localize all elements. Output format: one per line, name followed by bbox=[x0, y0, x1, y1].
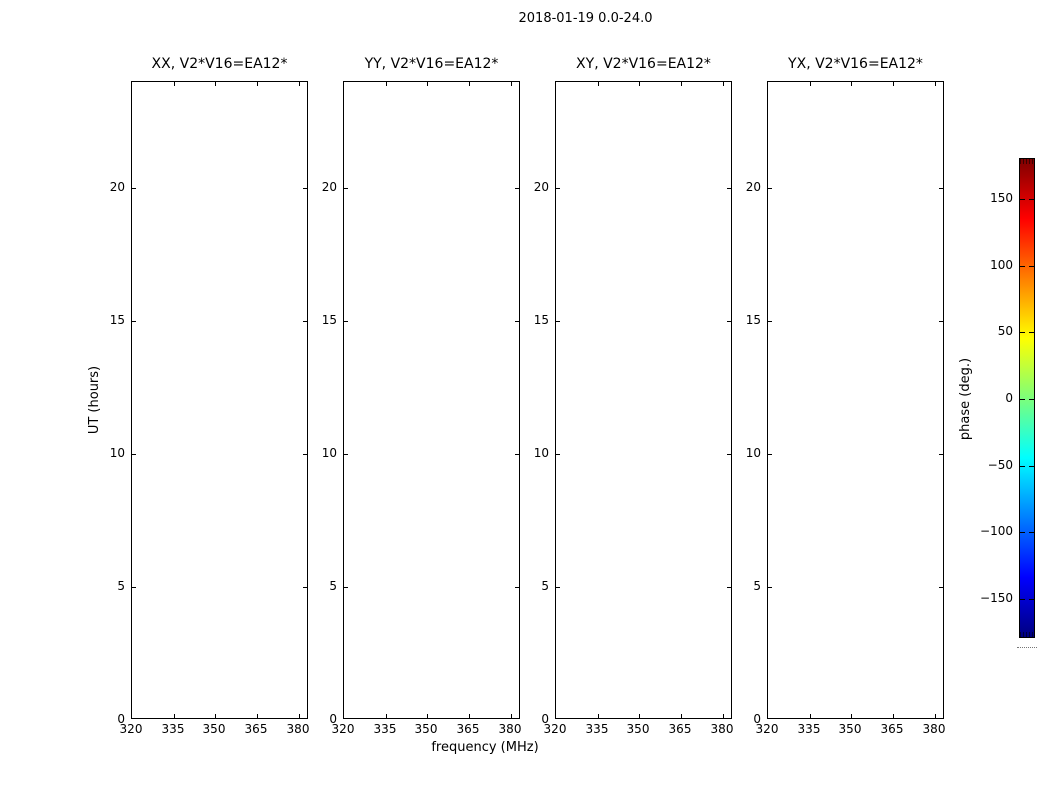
y-tick-label: 0 bbox=[329, 712, 337, 726]
colorbar-tick-label: −100 bbox=[980, 524, 1013, 538]
x-tick-mark bbox=[511, 714, 512, 718]
x-tick-mark bbox=[215, 714, 216, 718]
colorbar-tick-label: 0 bbox=[1005, 391, 1013, 405]
x-tick-label: 335 bbox=[585, 722, 609, 736]
x-tick-mark bbox=[427, 714, 428, 718]
colorbar-dotted-edge bbox=[1017, 647, 1037, 648]
y-tick-label: 0 bbox=[541, 712, 549, 726]
colorbar-tick-mark bbox=[1020, 266, 1025, 267]
x-tick-mark bbox=[851, 714, 852, 718]
y-tick-label: 5 bbox=[753, 579, 761, 593]
colorbar-tick-label: 100 bbox=[990, 258, 1013, 272]
x-tick-label: 320 bbox=[331, 722, 355, 736]
y-tick-label: 20 bbox=[745, 180, 761, 194]
colorbar-tick-mark bbox=[1029, 466, 1034, 467]
colorbar-label: phase (deg.) bbox=[958, 357, 973, 441]
y-tick-mark bbox=[556, 454, 560, 455]
colorbar-tick-mark bbox=[1029, 599, 1034, 600]
x-tick-mark bbox=[598, 714, 599, 718]
colorbar-tick-mark bbox=[1029, 199, 1034, 200]
y-tick-mark bbox=[132, 321, 136, 322]
y-tick-mark bbox=[768, 321, 772, 322]
y-tick-mark bbox=[939, 454, 943, 455]
y-tick-mark bbox=[939, 321, 943, 322]
colorbar-tick-label: 50 bbox=[997, 324, 1013, 338]
y-tick-label: 15 bbox=[533, 313, 549, 327]
y-tick-mark bbox=[556, 188, 560, 189]
y-tick-label: 10 bbox=[533, 446, 549, 460]
x-tick-mark bbox=[469, 82, 470, 86]
y-tick-mark bbox=[132, 188, 136, 189]
x-tick-label: 365 bbox=[244, 722, 268, 736]
colorbar bbox=[1019, 158, 1035, 638]
x-tick-label: 350 bbox=[414, 722, 438, 736]
y-tick-label: 20 bbox=[321, 180, 337, 194]
colorbar-tick-mark bbox=[1020, 466, 1025, 467]
y-tick-label: 20 bbox=[533, 180, 549, 194]
y-tick-label: 0 bbox=[117, 712, 125, 726]
x-tick-label: 365 bbox=[880, 722, 904, 736]
y-tick-label: 10 bbox=[745, 446, 761, 460]
colorbar-tick-label: −50 bbox=[987, 458, 1013, 472]
colorbar-tick-mark bbox=[1020, 199, 1025, 200]
panel-title: XX, V2*V16=EA12* bbox=[151, 56, 288, 72]
colorbar-tick-mark bbox=[1029, 332, 1034, 333]
y-tick-mark bbox=[344, 188, 348, 189]
x-tick-mark bbox=[215, 82, 216, 86]
y-tick-label: 15 bbox=[745, 313, 761, 327]
y-tick-mark bbox=[132, 454, 136, 455]
y-tick-mark bbox=[939, 587, 943, 588]
x-tick-label: 350 bbox=[838, 722, 862, 736]
x-tick-mark bbox=[810, 714, 811, 718]
panel-title: YX, V2*V16=EA12* bbox=[788, 56, 923, 72]
x-tick-mark bbox=[851, 82, 852, 86]
x-tick-label: 320 bbox=[755, 722, 779, 736]
y-tick-mark bbox=[132, 587, 136, 588]
colorbar-hatch-bottom bbox=[1020, 632, 1034, 637]
colorbar-tick-label: 150 bbox=[990, 191, 1013, 205]
y-tick-label: 5 bbox=[541, 579, 549, 593]
y-tick-label: 20 bbox=[109, 180, 125, 194]
y-tick-label: 10 bbox=[321, 446, 337, 460]
x-tick-label: 365 bbox=[456, 722, 480, 736]
x-tick-label: 380 bbox=[710, 722, 734, 736]
x-tick-mark bbox=[935, 82, 936, 86]
colorbar-tick-mark bbox=[1029, 399, 1034, 400]
x-tick-mark bbox=[681, 82, 682, 86]
y-tick-label: 5 bbox=[329, 579, 337, 593]
x-tick-label: 350 bbox=[626, 722, 650, 736]
y-tick-mark bbox=[768, 188, 772, 189]
figure-title: 2018-01-19 0.0-24.0 bbox=[518, 11, 653, 26]
x-tick-label: 365 bbox=[668, 722, 692, 736]
plot-panel bbox=[555, 81, 732, 719]
colorbar-tick-mark bbox=[1020, 332, 1025, 333]
colorbar-hatch-top bbox=[1020, 159, 1034, 164]
x-tick-mark bbox=[257, 82, 258, 86]
x-tick-mark bbox=[386, 714, 387, 718]
y-tick-mark bbox=[939, 188, 943, 189]
x-tick-mark bbox=[299, 714, 300, 718]
colorbar-tick-mark bbox=[1020, 532, 1025, 533]
colorbar-tick-mark bbox=[1029, 266, 1034, 267]
y-tick-mark bbox=[344, 321, 348, 322]
x-tick-label: 320 bbox=[543, 722, 567, 736]
y-axis-label: UT (hours) bbox=[87, 365, 102, 435]
x-tick-mark bbox=[935, 714, 936, 718]
x-tick-mark bbox=[511, 82, 512, 86]
x-tick-mark bbox=[386, 82, 387, 86]
colorbar-tick-label: −150 bbox=[980, 591, 1013, 605]
x-tick-mark bbox=[723, 714, 724, 718]
y-tick-label: 10 bbox=[109, 446, 125, 460]
x-tick-label: 380 bbox=[922, 722, 946, 736]
x-tick-mark bbox=[893, 82, 894, 86]
x-tick-label: 350 bbox=[202, 722, 226, 736]
y-tick-label: 5 bbox=[117, 579, 125, 593]
x-tick-label: 335 bbox=[797, 722, 821, 736]
x-tick-label: 380 bbox=[286, 722, 310, 736]
x-axis-label: frequency (MHz) bbox=[431, 740, 539, 755]
y-tick-label: 15 bbox=[109, 313, 125, 327]
y-tick-label: 0 bbox=[753, 712, 761, 726]
x-tick-label: 335 bbox=[373, 722, 397, 736]
panel-title: YY, V2*V16=EA12* bbox=[364, 56, 499, 72]
x-tick-mark bbox=[299, 82, 300, 86]
plot-panel bbox=[131, 81, 308, 719]
x-tick-mark bbox=[427, 82, 428, 86]
colorbar-tick-mark bbox=[1020, 399, 1025, 400]
panel-title: XY, V2*V16=EA12* bbox=[576, 56, 711, 72]
colorbar-tick-mark bbox=[1029, 532, 1034, 533]
x-tick-mark bbox=[598, 82, 599, 86]
x-tick-mark bbox=[893, 714, 894, 718]
colorbar-tick-mark bbox=[1020, 599, 1025, 600]
y-tick-mark bbox=[556, 321, 560, 322]
x-tick-mark bbox=[810, 82, 811, 86]
y-tick-mark bbox=[344, 454, 348, 455]
y-tick-mark bbox=[556, 587, 560, 588]
x-tick-label: 335 bbox=[161, 722, 185, 736]
x-tick-mark bbox=[639, 82, 640, 86]
plot-panel bbox=[767, 81, 944, 719]
x-tick-mark bbox=[257, 714, 258, 718]
plot-panel bbox=[343, 81, 520, 719]
x-tick-mark bbox=[723, 82, 724, 86]
y-tick-mark bbox=[768, 587, 772, 588]
x-tick-label: 320 bbox=[119, 722, 143, 736]
x-tick-mark bbox=[174, 714, 175, 718]
x-tick-label: 380 bbox=[498, 722, 522, 736]
x-tick-mark bbox=[639, 714, 640, 718]
x-tick-mark bbox=[174, 82, 175, 86]
x-tick-mark bbox=[469, 714, 470, 718]
x-tick-mark bbox=[681, 714, 682, 718]
y-tick-mark bbox=[344, 587, 348, 588]
y-tick-label: 15 bbox=[321, 313, 337, 327]
y-tick-mark bbox=[768, 454, 772, 455]
